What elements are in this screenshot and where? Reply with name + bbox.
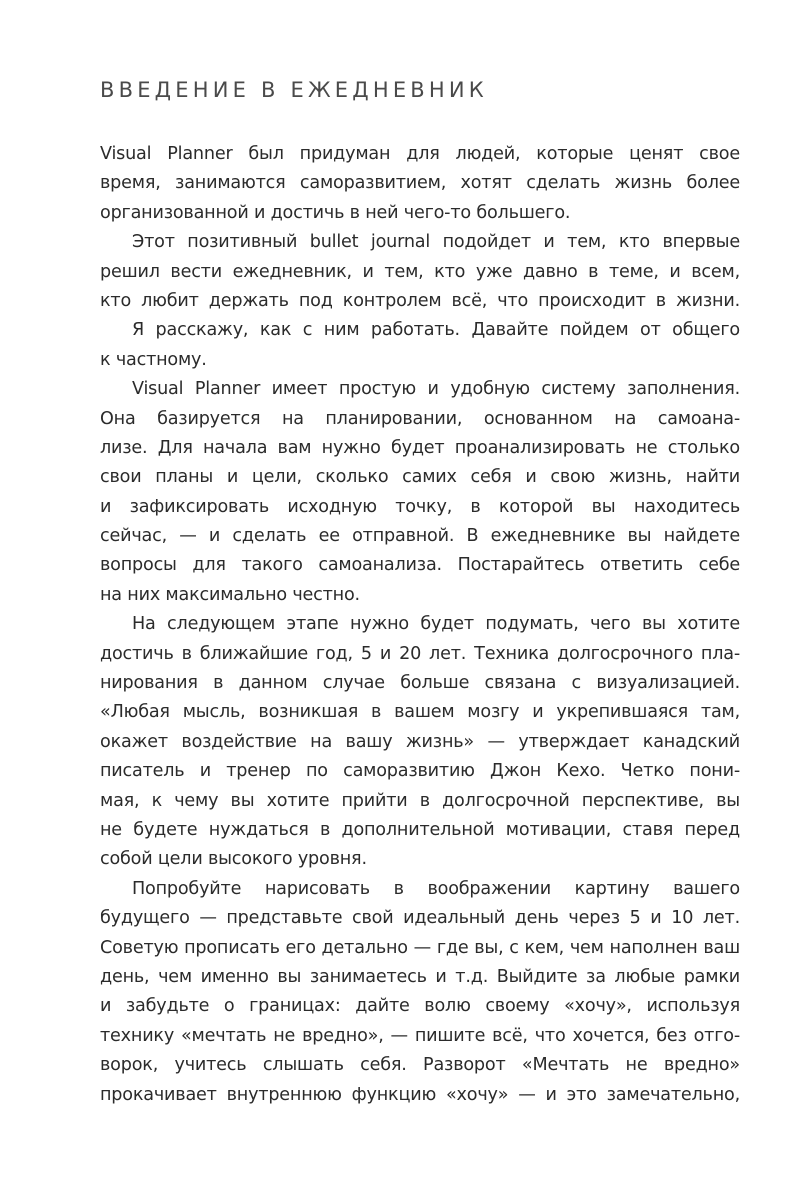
text-line: Попробуйте нарисовать в воображении картину вашего [132, 878, 740, 899]
text-line: организованной и достичь в ней чего-то большего. [100, 202, 571, 223]
text-line: мая, к чему вы хотите прийти в долгосрочной перспективе, вы [100, 790, 740, 811]
text-line: собой цели высокого уровня. [100, 849, 367, 870]
text-line: решил вести ежедневник, и тем, кто уже давно в теме, и всем, [100, 261, 740, 282]
text-line: кто любит держать под контролем всё, что происходит в жизни. [100, 290, 740, 311]
text-line: и зафиксировать исходную точку, в которой вы находитесь [100, 496, 740, 517]
text-line: На следующем этапе нужно будет подумать, чего вы хотите [132, 614, 740, 635]
text-line: сейчас, — и сделать ее отправной. В ежедневнике вы найдете [100, 526, 740, 547]
text-line: Этот позитивный bullet journal подойдет и тем, кто впервые [132, 232, 740, 253]
text-line: «Любая мысль, возникшая в вашем мозгу и укрепившаяся там, [100, 702, 740, 723]
text-line: день, чем именно вы занимаетесь и т.д. Выйдите за любые рамки [100, 966, 740, 987]
text-line: технику «мечтать не вредно», — пишите всё, что хочется, без отго- [100, 1025, 740, 1046]
text-line: будущего — представьте свой идеальный день через 5 и 10 лет. [100, 908, 740, 929]
text-line: и забудьте о границах: дайте волю своему «хочу», используя [100, 996, 740, 1017]
text-line: писатель и тренер по саморазвитию Джон Кехо. Четко пони- [100, 761, 740, 782]
section-heading: ВВЕДЕНИЕ В ЕЖЕДНЕВНИК [100, 78, 488, 102]
body-text [100, 140, 740, 1110]
text-line: Visual Planner был придуман для людей, которые ценят свое [100, 144, 740, 164]
text-line: Я расскажу, как с ним работать. Давайте пойдем от общего [132, 320, 740, 341]
text-line: Она базируется на планировании, основанном на самоана- [100, 408, 740, 429]
text-line: к частному. [100, 349, 207, 370]
text-line: нирования в данном случае больше связана с визуализацией. [100, 673, 740, 694]
text-line: лизе. Для начала вам нужно будет проанализировать не столько [100, 437, 740, 458]
text-line: свои планы и цели, сколько самих себя и свою жизнь, найти [100, 467, 740, 488]
text-line: вопросы для такого самоанализа. Постарайтесь ответить себе [100, 555, 740, 576]
text-line: достичь в ближайшие год, 5 и 20 лет. Техника долгосрочного пла- [100, 643, 740, 664]
text-line: на них максимально честно. [100, 584, 360, 605]
text-line: время, занимаются саморазвитием, хотят сделать жизнь более [100, 173, 740, 194]
text-line: окажет воздействие на вашу жизнь» — утверждает канадский [100, 731, 740, 752]
text-line: Советую прописать его детально — где вы, с кем, чем наполнен ваш [100, 937, 740, 958]
text-line: ворок, учитесь слышать себя. Разворот «Мечтать не вредно» [100, 1055, 740, 1076]
text-line: не будете нуждаться в дополнительной мотивации, ставя перед [100, 819, 740, 840]
text-line: Visual Planner имеет простую и удобную систему заполнения. [132, 379, 740, 400]
text-line: прокачивает внутреннюю функцию «хочу» — и это замечательно, [100, 1084, 740, 1105]
